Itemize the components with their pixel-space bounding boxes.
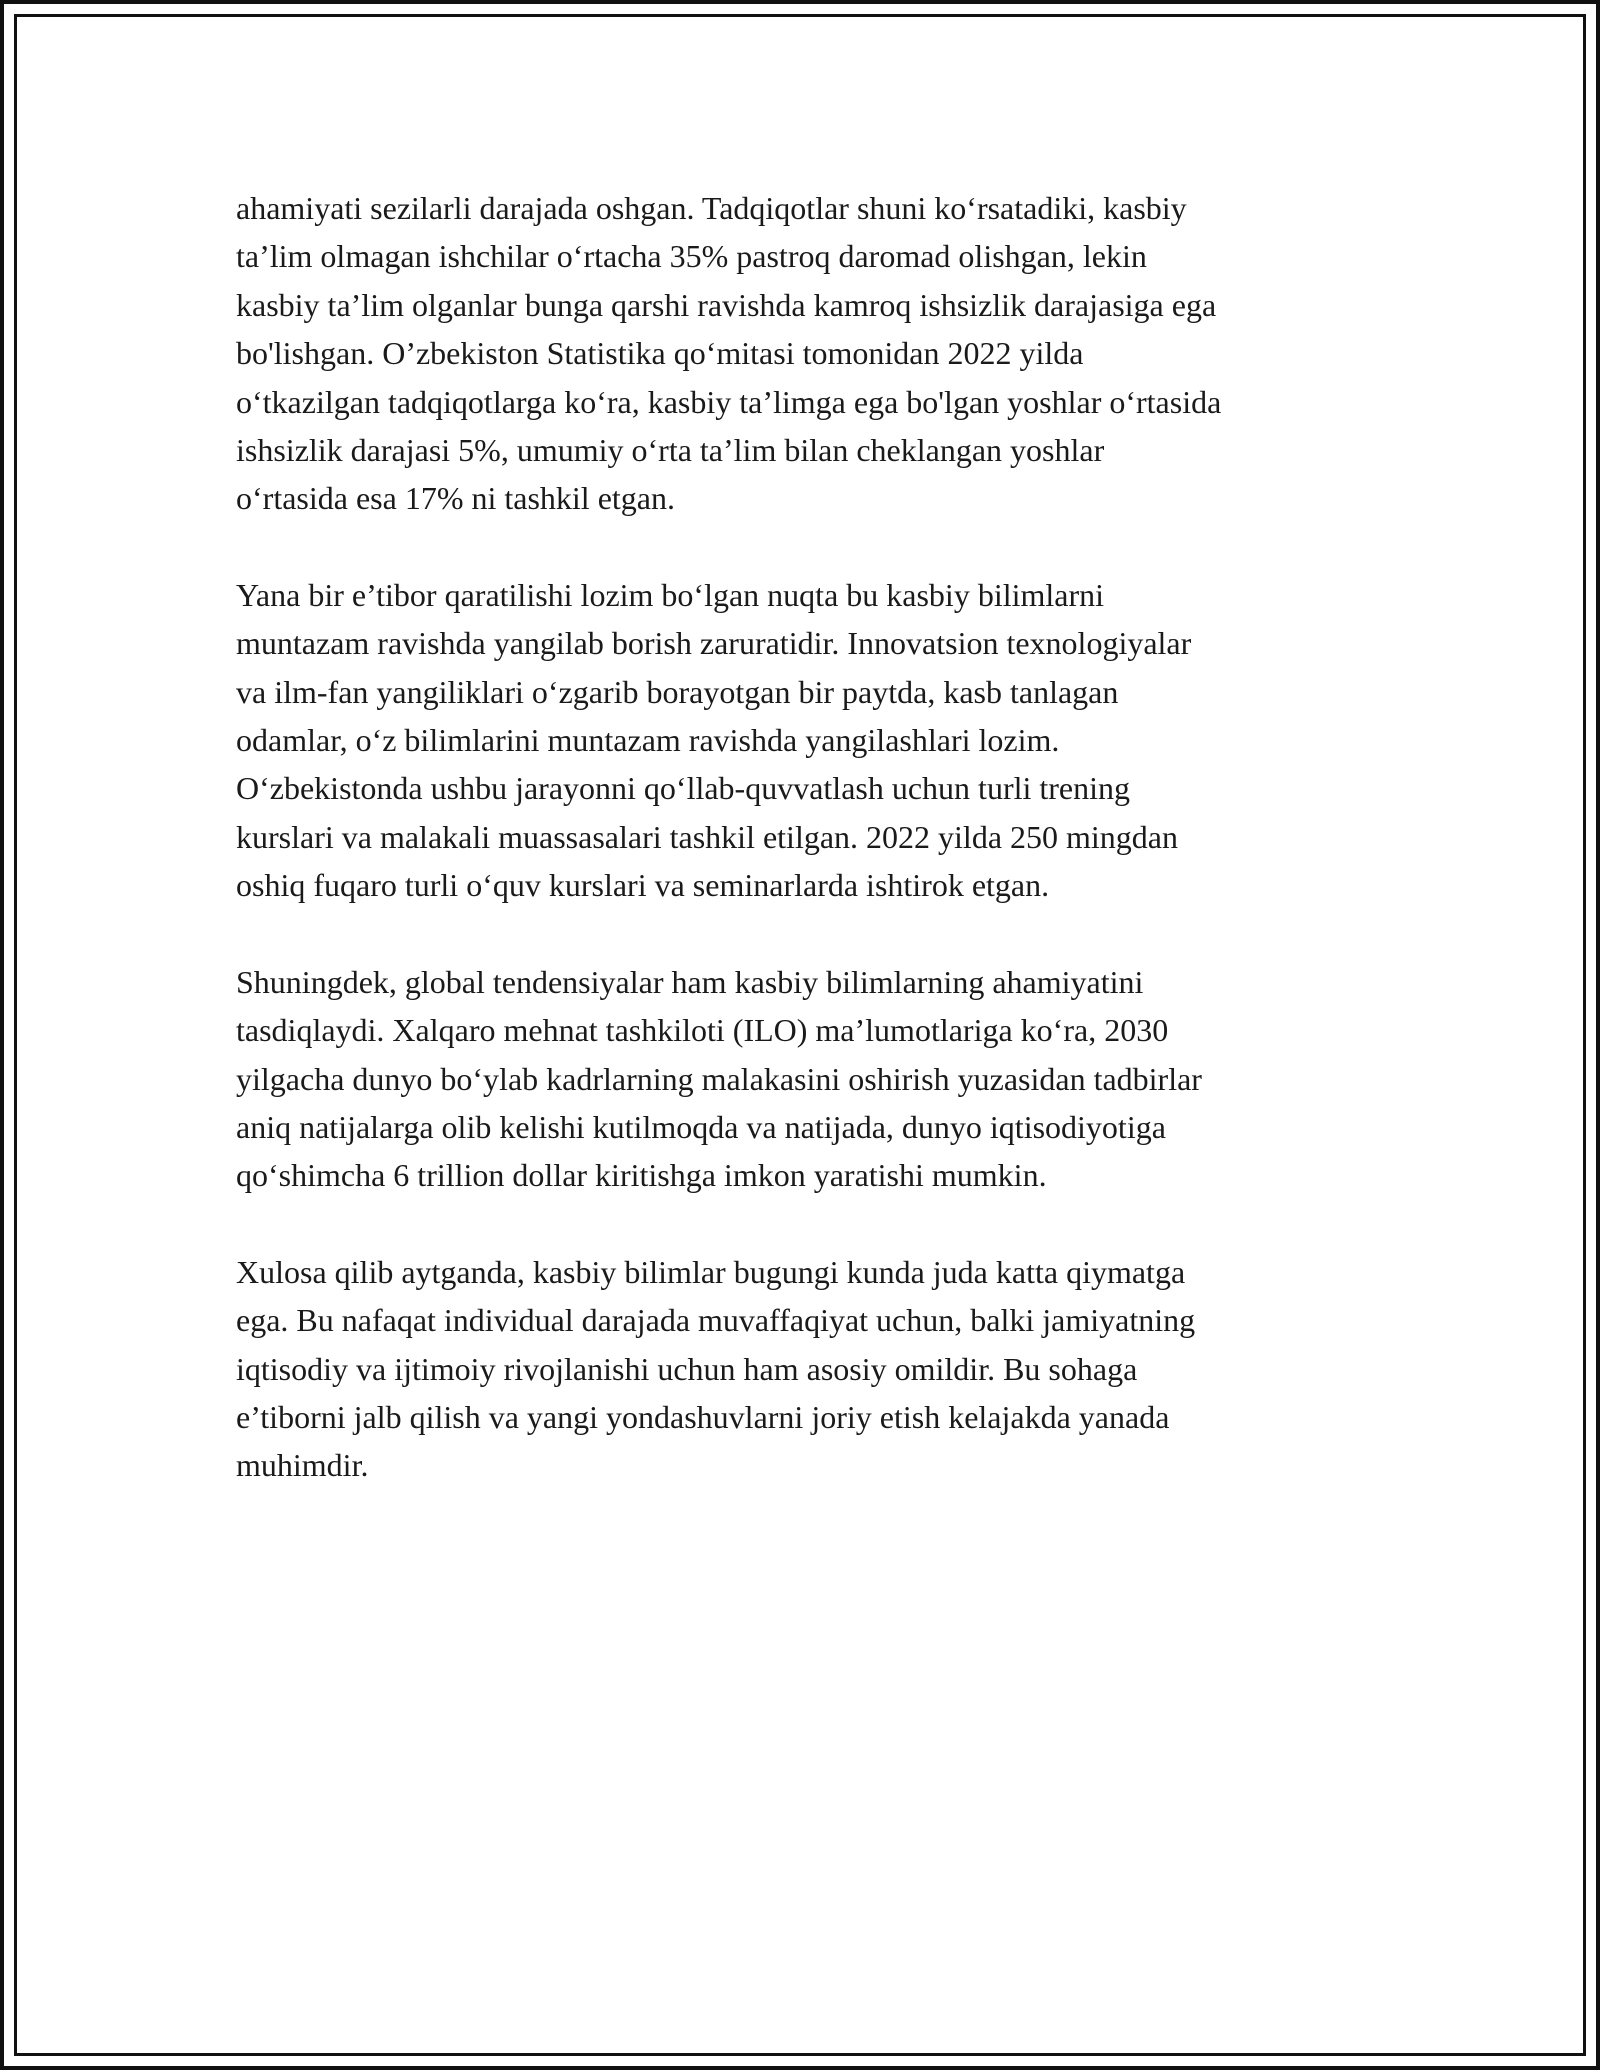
document-body [236, 184, 1386, 1538]
paragraph-2: Yana bir e’tibor qaratilishi lozim bo‘lgan nuqta bu kasbiy bilimlarni muntazam ravishda yangilab borish zaruratidir. Innovatsion texnologiyalar va ilm-fan yangiliklari o‘zgarib borayotgan bir paytda, kasb tanlagan odamlar, o‘z bilimlarini muntazam ravishda yangilashlari lozim. O‘zbekistonda ushbu jarayonni qo‘llab-quvvatlash uchun turli trening kurslari va malakali muassasalari tashkil etilgan. 2022 yilda 250 mingdan oshiq fuqaro turli o‘quv kurslari va seminarlarda ishtirok etgan. [236, 576, 1192, 904]
paragraph-4: Xulosa qilib aytganda, kasbiy bilimlar bugungi kunda juda katta qiymatga ega. Bu nafaqat individual darajada muvaffaqiyat uchun, balki jamiyatning iqtisodiy va ijtimoiy rivojlanishi uchun ham asosiy omildir. Bu sohaga e’tiborni jalb qilish va yangi yondashuvlarni joriy etish kelajakda yanada muhimdir. [236, 1253, 1196, 1484]
paragraph-3: Shuningdek, global tendensiyalar ham kasbiy bilimlarning ahamiyatini tasdiqlaydi. Xalqaro mehnat tashkiloti (ILO) ma’lumotlariga ko‘ra, 2030 yilgacha dunyo bo‘ylab kadrlarning malakasini oshirish yuzasidan tadbirlar aniq natijalarga olib kelishi kutilmoqda va natijada, dunyo iqtisodiyotiga qo‘shimcha 6 trillion dollar kiritishga imkon yaratishi mumkin. [236, 963, 1202, 1194]
paragraph-1: ahamiyati sezilarli darajada oshgan. Tadqiqotlar shuni ko‘rsatadiki, kasbiy ta’lim olmagan ishchilar o‘rtacha 35% pastroq daromad olishgan, lekin kasbiy ta’lim olganlar bunga qarshi ravishda kamroq ishsizlik darajasiga ega bo'lishgan. O’zbekiston Statistika qo‘mitasi tomonidan 2022 yilda o‘tkazilgan tadqiqotlarga ko‘ra, kasbiy ta’limga ega bo'lgan yoshlar o‘rtasida ishsizlik darajasi 5%, umumiy o‘rta ta’lim bilan cheklangan yoshlar o‘rtasida esa 17% ni tashkil etgan. [236, 190, 1222, 517]
